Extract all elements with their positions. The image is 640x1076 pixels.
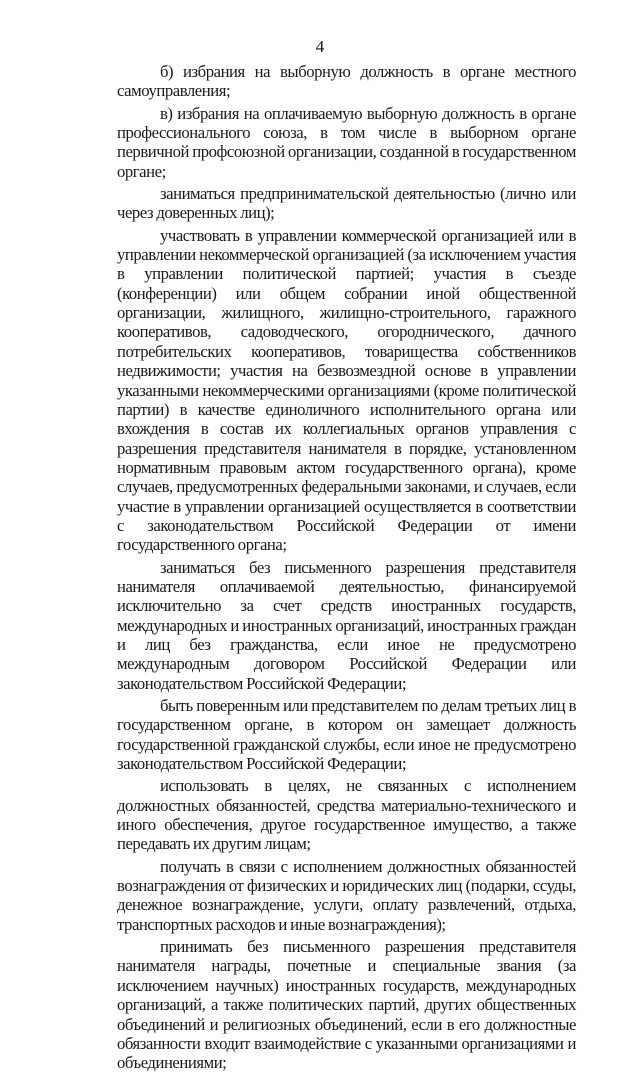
paragraph: быть поверенным или представителем по делам третьих лиц в государственном органе, в котором он замещает должность государственной гражданской службы, если иное не предусмотрено законодательством Российской Федерации; [117,696,576,774]
paragraph: заниматься предпринимательской деятельностью (лично или через доверенных лиц); [117,184,576,223]
paragraph: б) избрания на выборную должность в органе местного самоуправления; [117,62,576,101]
paragraph: использовать в целях, не связанных с исполнением должностных обязанностей, средства материально-технического и иного обеспечения, другое государственное имущество, а также передавать их другим лицам; [117,776,576,854]
paragraph: в) избрания на оплачиваемую выборную должность в органе профессионального союза, в том числе в выборном органе первичной профсоюзной организации, созданной в государственном органе; [117,103,576,181]
paragraph: получать в связи с исполнением должностных обязанностей вознаграждения от физических и юридических лиц (подарки, ссуды, денежное вознаграждение, услуги, оплату развлечений, отдыха, транспортных расходов и иные вознаграждения); [117,856,576,934]
document-body [117,62,576,1076]
paragraph: принимать без письменного разрешения представителя нанимателя награды, почетные и специальные звания (за исключением научных) иностранных государств, международных организаций, а также политических партий, других общественных объединений и религиозных объединений, если в его должностные обязанности входит взаимодействие с указанными организациями и объединениями; [117,937,576,1073]
page-number: 4 [315,37,325,56]
paragraph: заниматься без письменного разрешения представителя нанимателя оплачиваемой деятельностью, финансируемой исключительно за счет средств иностранных государств, международных и иностранных организаций, иностранных граждан и лиц без гражданства, если иное не предусмотрено международным договором Российской Федерации или законодательством Российской Федерации; [117,557,576,693]
paragraph: участвовать в управлении коммерческой организацией или в управлении некоммерческой организацией (за исключением участия в управлении политической партией; участия в съезде (конференции) или общем собрании иной общественной организации, жилищного, жилищно-строительного, гаражного кооперативов, садоводческого, огороднического, дачного потребительских кооперативов, товарищества собственников недвижимости; участия на безвозмездной основе в управлении указанными некоммерческими организациями (кроме политической партии) в качестве единоличного исполнительного органа или вхождения в состав их коллегиальных органов управления с разрешения представителя нанимателя в порядке, установленном нормативным правовым актом государственного органа), кроме случаев, предусмотренных федеральными законами, и случаев, если участие в управлении организацией осуществляется в соответствии с законодательством Российской Федерации от имени государственного органа; [117,225,576,555]
